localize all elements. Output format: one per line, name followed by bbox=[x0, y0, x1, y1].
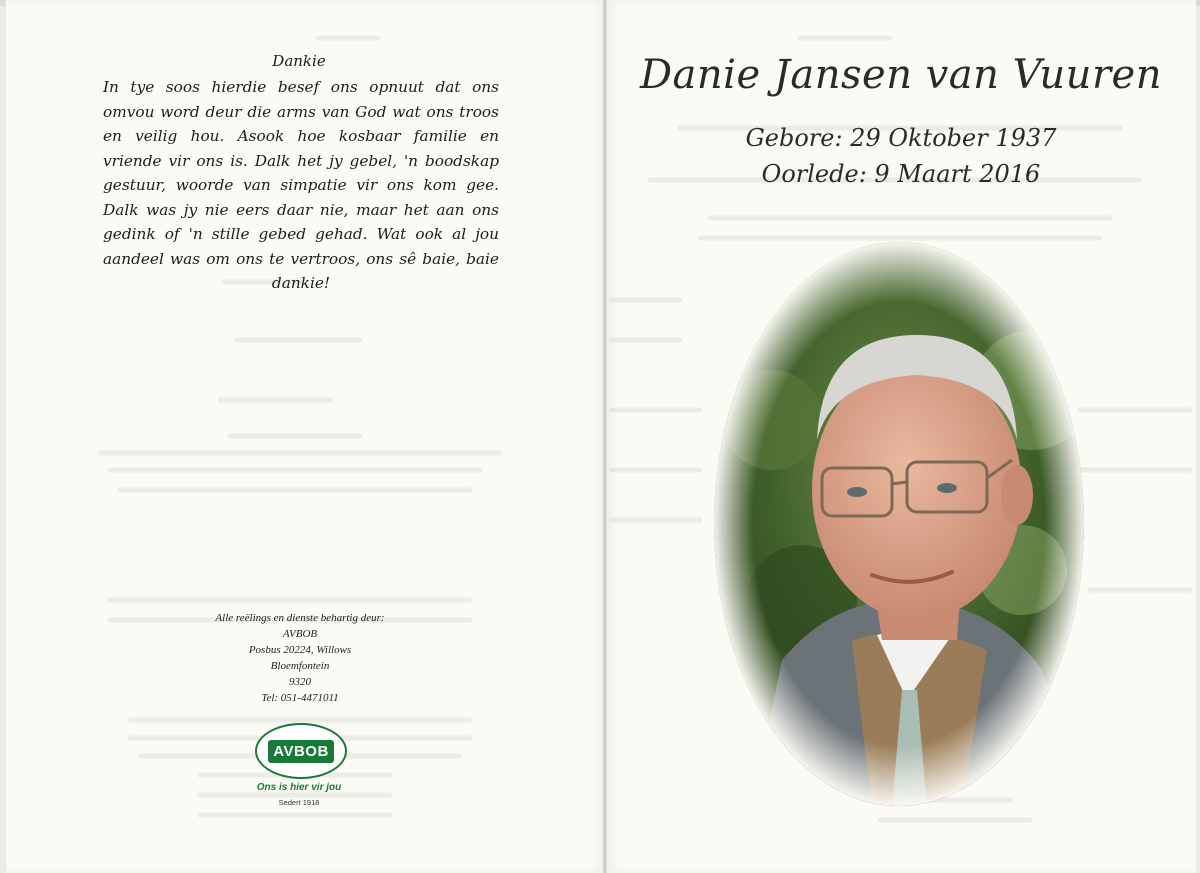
funeral-city: Bloemfontein bbox=[270, 660, 330, 672]
funeral-intro: Alle reëlings en dienste behartig deur: bbox=[215, 612, 385, 624]
funeral-code: 9320 bbox=[289, 676, 311, 688]
deceased-name: Danie Jansen van Vuuren bbox=[639, 52, 1162, 98]
funeral-tel: Tel: 051-4471011 bbox=[261, 692, 339, 704]
funeral-postal: Posbus 20224, Willows bbox=[248, 644, 352, 656]
thanks-title: Dankie bbox=[272, 52, 326, 70]
death-date: Oorlede: 9 Maart 2016 bbox=[761, 160, 1041, 188]
funeral-arrangements bbox=[190, 610, 410, 706]
funeral-company: AVBOB bbox=[282, 628, 318, 640]
portrait-photo bbox=[712, 240, 1086, 808]
avbob-tagline: Ons is hier vir jou bbox=[256, 782, 342, 793]
avbob-logo bbox=[255, 723, 347, 779]
birth-date: Gebore: 29 Oktober 1937 bbox=[745, 124, 1057, 152]
avbob-since: Sedert 1918 bbox=[278, 798, 320, 807]
avbob-logo-text: AVBOB bbox=[268, 740, 334, 763]
thanks-message: In tye soos hierdie besef ons opnuut dat ons omvou word deur die arms van God wat ons troos en veilig hou. Asook hoe kosbaar familie en vriende vir ons is. Dalk het jy gebel, 'n boodskap gestuur, woorde van simpatie vir ons kom gee. Dalk was jy nie eers daar nie, maar het aan ons gedink of 'n stille gebed gehad. Wat ook al jou aandeel was om ons te vertroos, ons sê baie, baie dankie! bbox=[103, 78, 499, 292]
